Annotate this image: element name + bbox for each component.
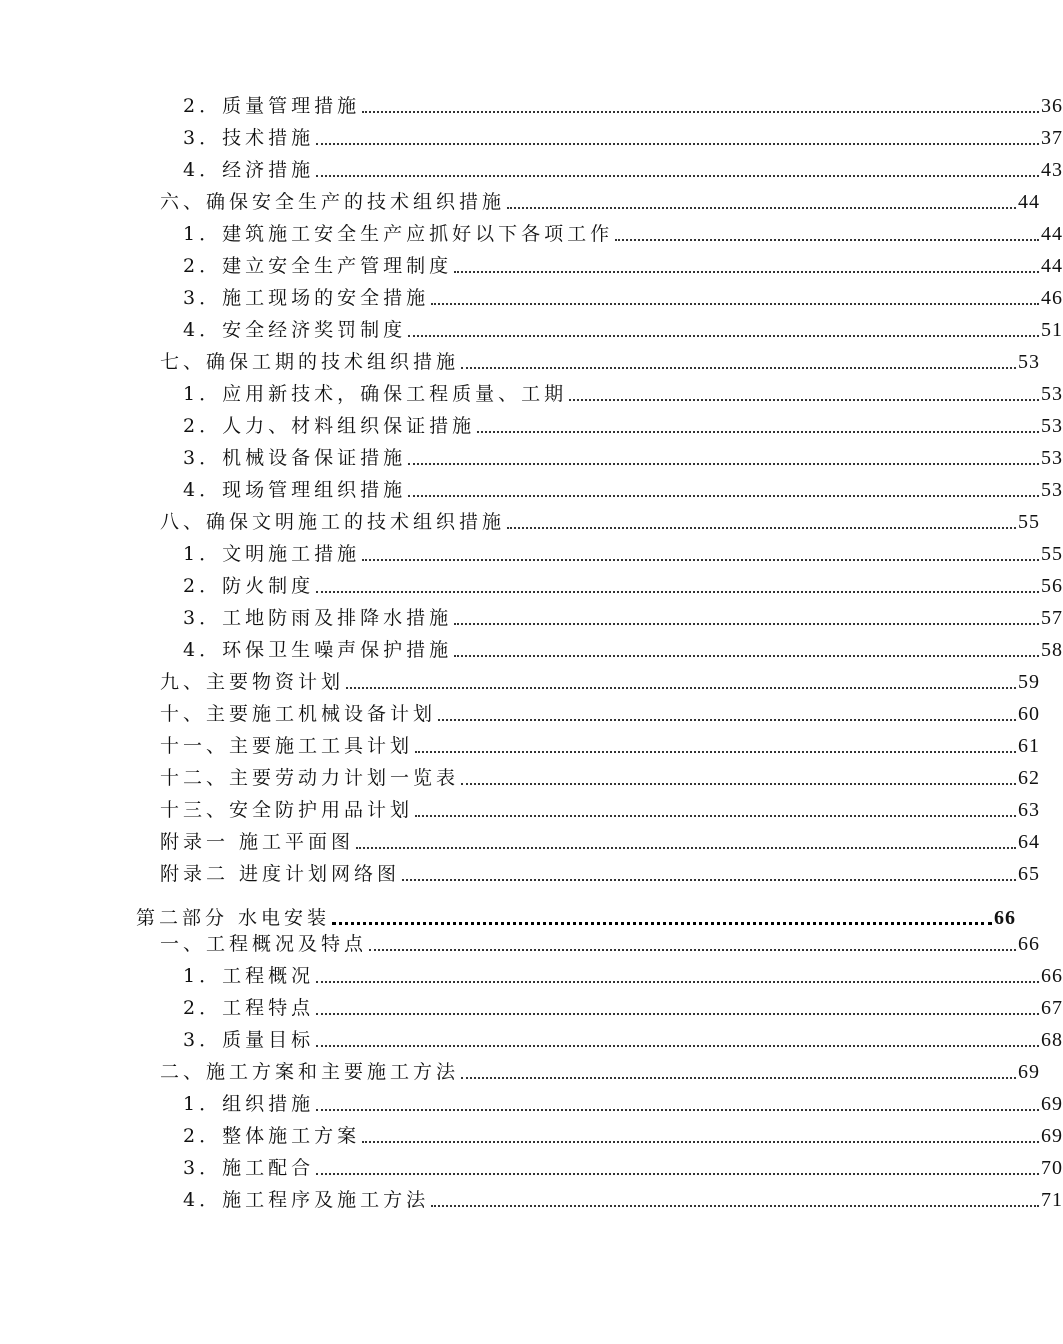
toc-entry[interactable] <box>0 214 1063 246</box>
toc-page-number: 57 <box>1041 607 1063 629</box>
toc-entry-title: 4．施工程序及施工方法 <box>183 1189 430 1211</box>
toc-entry[interactable] <box>0 1148 1063 1180</box>
toc-dot-leader <box>362 559 1039 561</box>
toc-dot-leader <box>316 591 1039 593</box>
toc-entry-title: 4．现场管理组织措施 <box>183 479 407 501</box>
toc-entry[interactable] <box>0 310 1063 342</box>
toc-dot-leader <box>477 431 1039 433</box>
toc-entry-title: 3．工地防雨及排降水措施 <box>183 607 453 629</box>
toc-entry-title: 4．环保卫生噪声保护措施 <box>183 639 453 661</box>
toc-page-number: 66 <box>1041 965 1063 987</box>
toc-page-number: 53 <box>1041 479 1063 501</box>
toc-dot-leader <box>461 367 1016 369</box>
toc-entry[interactable] <box>0 1084 1063 1116</box>
toc-dot-leader <box>569 399 1039 401</box>
toc-dot-leader <box>431 1205 1039 1207</box>
toc-dot-leader <box>316 1109 1039 1111</box>
toc-dot-leader <box>316 1045 1039 1047</box>
toc-dot-leader <box>461 1077 1016 1079</box>
toc-entry-title: 附录二 进度计划网络图 <box>160 863 401 885</box>
toc-page-number: 70 <box>1041 1157 1063 1179</box>
toc-entry[interactable] <box>0 182 1040 214</box>
toc-dot-leader <box>454 623 1039 625</box>
toc-entry-title: 4．安全经济奖罚制度 <box>183 319 407 341</box>
toc-entry[interactable] <box>0 924 1040 956</box>
toc-page-number: 65 <box>1018 863 1040 885</box>
toc-page-number: 63 <box>1018 799 1040 821</box>
toc-dot-leader <box>615 239 1039 241</box>
toc-entry[interactable] <box>0 1180 1063 1212</box>
toc-entry-title: 十二、主要劳动力计划一览表 <box>160 767 460 789</box>
toc-dot-leader <box>461 783 1016 785</box>
toc-entry[interactable] <box>0 1020 1063 1052</box>
toc-dot-leader <box>507 527 1016 529</box>
toc-entry[interactable] <box>0 988 1063 1020</box>
toc-dot-leader <box>346 687 1016 689</box>
toc-page-number: 46 <box>1041 287 1063 309</box>
toc-page-number: 66 <box>1018 933 1040 955</box>
toc-dot-leader <box>316 175 1039 177</box>
toc-entry[interactable] <box>0 822 1040 854</box>
toc-entry[interactable] <box>0 758 1040 790</box>
toc-entry[interactable] <box>0 502 1040 534</box>
toc-page-number: 58 <box>1041 639 1063 661</box>
toc-entry[interactable] <box>0 1052 1040 1084</box>
toc-page-number: 37 <box>1041 127 1063 149</box>
toc-entry[interactable] <box>0 854 1040 886</box>
toc-entry[interactable] <box>0 342 1040 374</box>
toc-dot-leader <box>454 655 1039 657</box>
toc-dot-leader <box>507 207 1016 209</box>
toc-entry-title: 1．建筑施工安全生产应抓好以下各项工作 <box>183 223 614 245</box>
toc-entry[interactable] <box>0 150 1063 182</box>
toc-entry-title: 九、主要物资计划 <box>160 671 345 693</box>
toc-dot-leader <box>402 879 1016 881</box>
toc-dot-leader <box>415 815 1016 817</box>
toc-page-number: 44 <box>1041 255 1063 277</box>
toc-page-number: 36 <box>1041 95 1063 117</box>
toc-entry-title: 十、主要施工机械设备计划 <box>160 703 437 725</box>
toc-entry[interactable] <box>0 406 1063 438</box>
toc-entry[interactable] <box>0 566 1063 598</box>
toc-entry[interactable] <box>0 1116 1063 1148</box>
toc-entry-title: 1．文明施工措施 <box>183 543 361 565</box>
toc-entry-title: 六、确保安全生产的技术组织措施 <box>160 191 506 213</box>
toc-dot-leader <box>408 463 1039 465</box>
toc-entry[interactable] <box>0 534 1063 566</box>
toc-entry[interactable] <box>0 470 1063 502</box>
toc-entry-title: 十一、主要施工工具计划 <box>160 735 414 757</box>
toc-dot-leader <box>438 719 1016 721</box>
toc-dot-leader <box>408 495 1039 497</box>
toc-page-number: 55 <box>1041 543 1063 565</box>
toc-page-number: 53 <box>1041 415 1063 437</box>
toc-page-number: 59 <box>1018 671 1040 693</box>
toc-page-number: 53 <box>1018 351 1040 373</box>
toc-page-number: 53 <box>1041 447 1063 469</box>
toc-entry-title: 1．组织措施 <box>183 1093 315 1115</box>
toc-page-number: 43 <box>1041 159 1063 181</box>
toc-dot-leader <box>316 1013 1039 1015</box>
toc-page-number: 69 <box>1018 1061 1040 1083</box>
toc-entry[interactable] <box>0 598 1063 630</box>
toc-page-number: 44 <box>1041 223 1063 245</box>
toc-page-number: 60 <box>1018 703 1040 725</box>
toc-dot-leader <box>316 981 1039 983</box>
toc-entry[interactable] <box>0 790 1040 822</box>
toc-dot-leader <box>362 111 1039 113</box>
toc-page-number: 56 <box>1041 575 1063 597</box>
toc-page-number: 55 <box>1018 511 1040 533</box>
toc-page-number: 61 <box>1018 735 1040 757</box>
toc-entry-title: 2．防火制度 <box>183 575 315 597</box>
toc-entry-title: 2．整体施工方案 <box>183 1125 361 1147</box>
toc-entry-title: 七、确保工期的技术组织措施 <box>160 351 460 373</box>
toc-page-number: 66 <box>994 907 1016 929</box>
toc-page-number: 69 <box>1041 1125 1063 1147</box>
toc-page-number: 68 <box>1041 1029 1063 1051</box>
toc-dot-leader <box>408 335 1039 337</box>
toc-entry-title: 十三、安全防护用品计划 <box>160 799 414 821</box>
toc-entry[interactable] <box>0 662 1040 694</box>
toc-entry[interactable] <box>0 956 1063 988</box>
toc-entry-title: 2．人力、材料组织保证措施 <box>183 415 476 437</box>
toc-entry[interactable] <box>0 118 1063 150</box>
toc-entry-title: 1．工程概况 <box>183 965 315 987</box>
toc-dot-leader <box>316 1173 1039 1175</box>
toc-entry-title: 2．工程特点 <box>183 997 315 1019</box>
toc-entry-title: 一、工程概况及特点 <box>160 933 368 955</box>
toc-dot-leader <box>415 751 1016 753</box>
toc-page-number: 67 <box>1041 997 1063 1019</box>
toc-entry-title: 1．应用新技术，确保工程质量、工期 <box>183 383 568 405</box>
toc-page-number: 64 <box>1018 831 1040 853</box>
toc-page-number: 51 <box>1041 319 1063 341</box>
toc-entry-title: 附录一 施工平面图 <box>160 831 355 853</box>
toc-entry[interactable] <box>0 246 1063 278</box>
toc-page-number: 69 <box>1041 1093 1063 1115</box>
toc-page-number: 53 <box>1041 383 1063 405</box>
toc-entry[interactable] <box>0 726 1040 758</box>
toc-entry-title: 3．机械设备保证措施 <box>183 447 407 469</box>
toc-dot-leader <box>369 949 1016 951</box>
toc-entry-title: 二、施工方案和主要施工方法 <box>160 1061 460 1083</box>
toc-entry-title: 4．经济措施 <box>183 159 315 181</box>
toc-dot-leader <box>316 143 1039 145</box>
toc-page-number: 71 <box>1041 1189 1063 1211</box>
toc-page-number: 62 <box>1018 767 1040 789</box>
toc-entry-title: 3．施工配合 <box>183 1157 315 1179</box>
toc-entry[interactable] <box>0 694 1040 726</box>
toc-entry-title: 3．施工现场的安全措施 <box>183 287 430 309</box>
toc-entry[interactable] <box>0 438 1063 470</box>
toc-page-number: 44 <box>1018 191 1040 213</box>
toc-dot-leader <box>356 847 1016 849</box>
toc-entry[interactable] <box>0 374 1063 406</box>
toc-entry-title: 2．建立安全生产管理制度 <box>183 255 453 277</box>
toc-dot-leader <box>362 1141 1039 1143</box>
toc-dot-leader <box>454 271 1039 273</box>
toc-entry-title: 3．质量目标 <box>183 1029 315 1051</box>
toc-entry-title: 第二部分 水电安装 <box>136 907 331 929</box>
toc-entry-title: 3．技术措施 <box>183 127 315 149</box>
toc-entry-title: 八、确保文明施工的技术组织措施 <box>160 511 506 533</box>
toc-entry-title: 2．质量管理措施 <box>183 95 361 117</box>
toc-dot-leader <box>431 303 1039 305</box>
toc-entry[interactable] <box>0 630 1063 662</box>
toc-entry[interactable] <box>0 86 1063 118</box>
toc-entry[interactable] <box>0 278 1063 310</box>
